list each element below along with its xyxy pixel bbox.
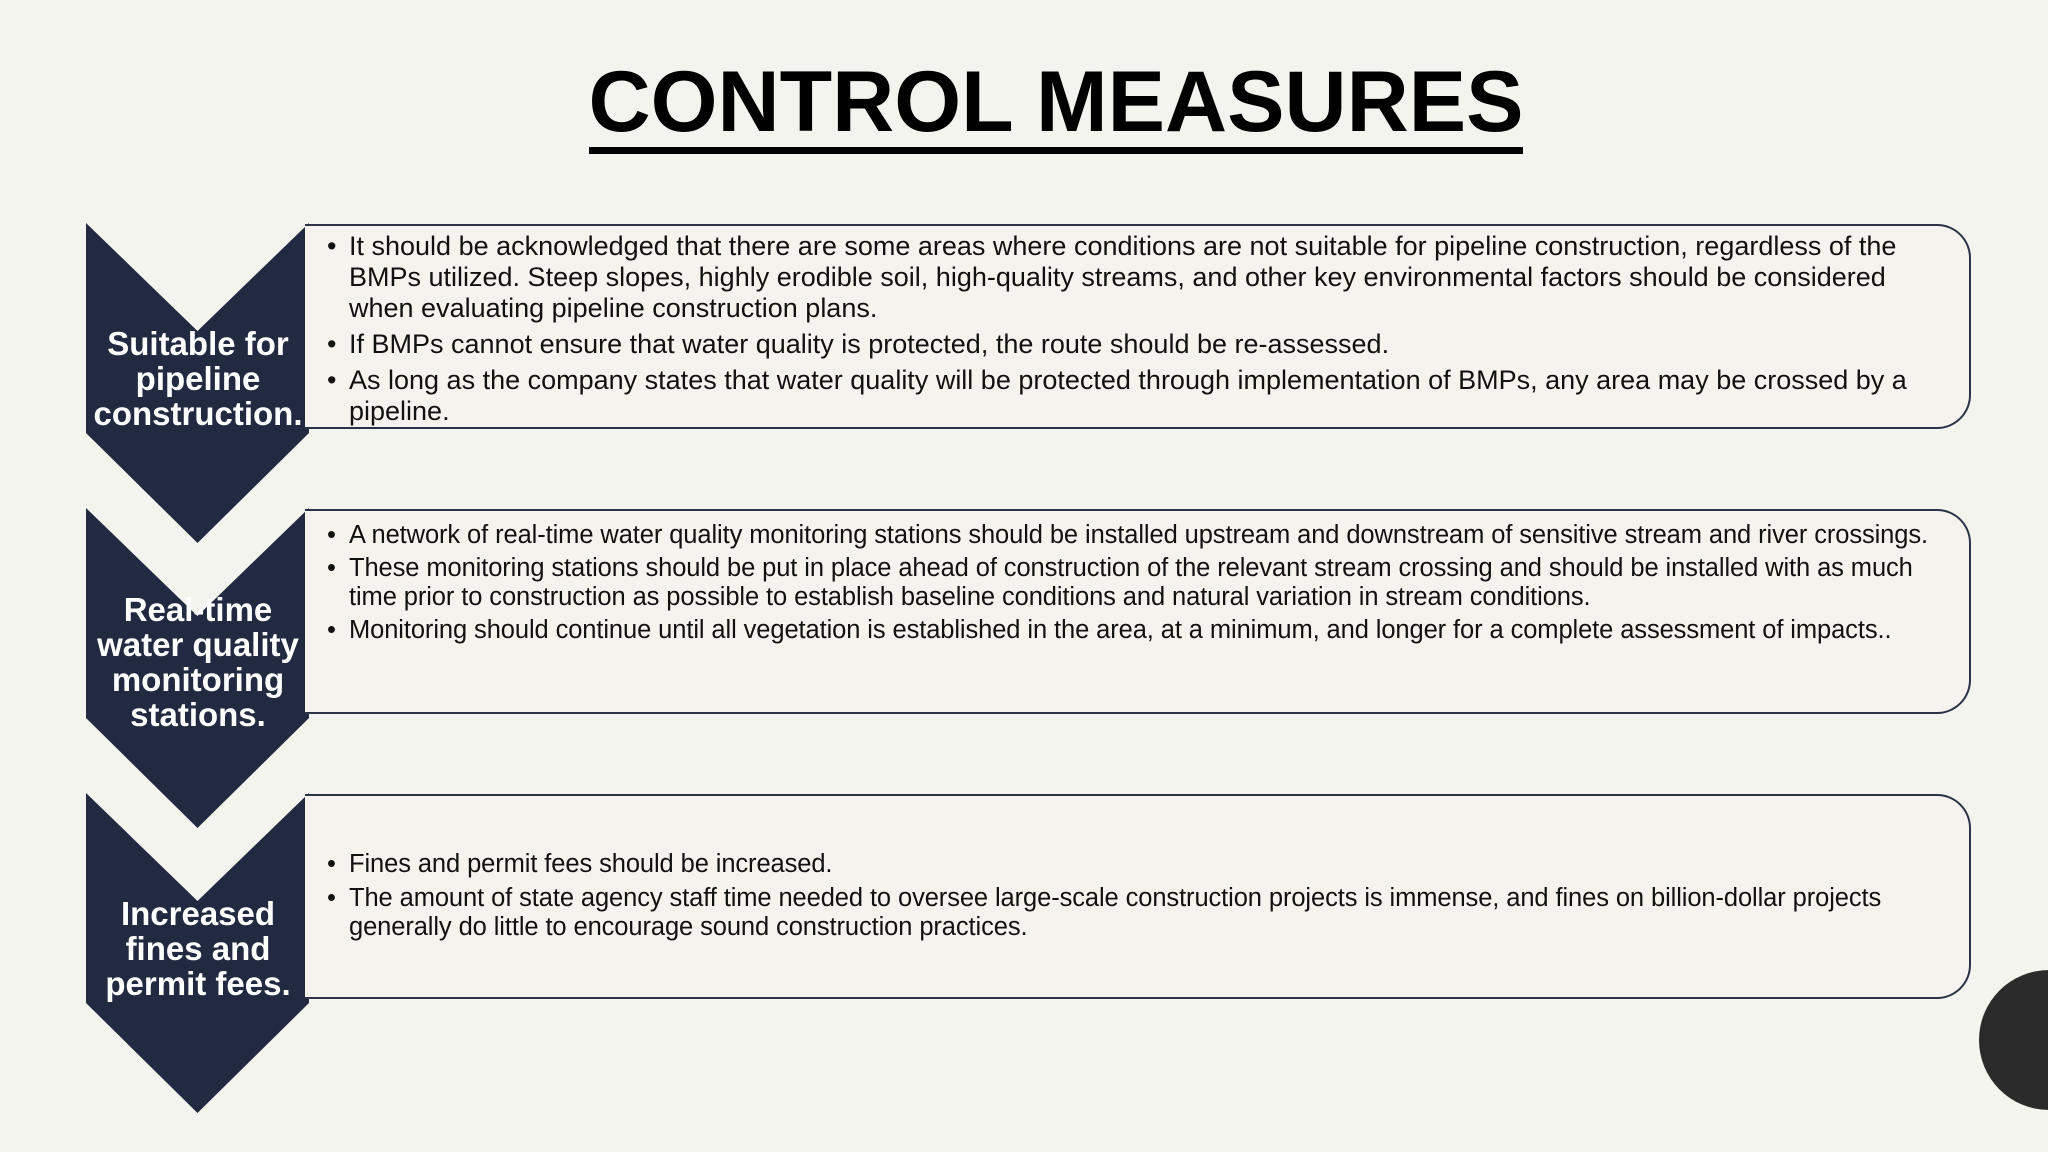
decorative-circle	[1979, 970, 2048, 1110]
bullet-item: • Monitoring should continue until all vegetation is established in the area, at a minimum, and longer for a complete assessment of impacts..	[325, 616, 1949, 645]
bullet-item: • It should be acknowledged that there are some areas where conditions are not suitable for pipeline construction, regardless of the BMPs utilized. Steep slopes, highly erodible soil, high-quality streams, and other key environmental factors should be considered when evaluating pipeline construction plans.	[325, 231, 1949, 324]
bullet-list-3	[325, 850, 1949, 947]
chevron-marker-3	[86, 793, 309, 1113]
bullet-item: • A network of real-time water quality monitoring stations should be installed upstream and downstream of sensitive stream and river crossings.	[325, 521, 1949, 550]
chevron-label-3: Increased fines and permit fees.	[105, 895, 291, 1002]
bullet-item: • These monitoring stations should be put in place ahead of construction of the relevant stream crossing and should be installed with as much time prior to construction as possible to establish baseline conditions and natural variation in stream conditions.	[325, 554, 1949, 612]
chevron-label-1: Suitable for pipeline construction.	[93, 325, 303, 432]
bullet-item: • As long as the company states that water quality will be protected through implementation of BMPs, any area may be crossed by a pipeline.	[325, 365, 1949, 427]
bullet-item: • The amount of state agency staff time needed to oversee large-scale construction projects is immense, and fines on billion-dollar projects generally do little to encourage sound construction practices.	[325, 884, 1949, 942]
chevron-marker-2	[86, 508, 309, 828]
chevron-label-2: Real-time water quality monitoring stations.	[97, 591, 299, 733]
measure-box-2	[305, 509, 1971, 714]
bullet-list-2	[325, 521, 1949, 649]
bullet-item: • If BMPs cannot ensure that water quality is protected, the route should be re-assessed.	[325, 329, 1949, 360]
slide-title	[0, 52, 2048, 154]
bullet-list-1	[325, 231, 1949, 432]
slide-title-text: CONTROL MEASURES	[589, 60, 1524, 154]
measure-box-3	[305, 794, 1971, 999]
chevron-marker-1	[86, 223, 309, 543]
bullet-item: • Fines and permit fees should be increased.	[325, 850, 1949, 879]
measure-box-1	[305, 224, 1971, 429]
